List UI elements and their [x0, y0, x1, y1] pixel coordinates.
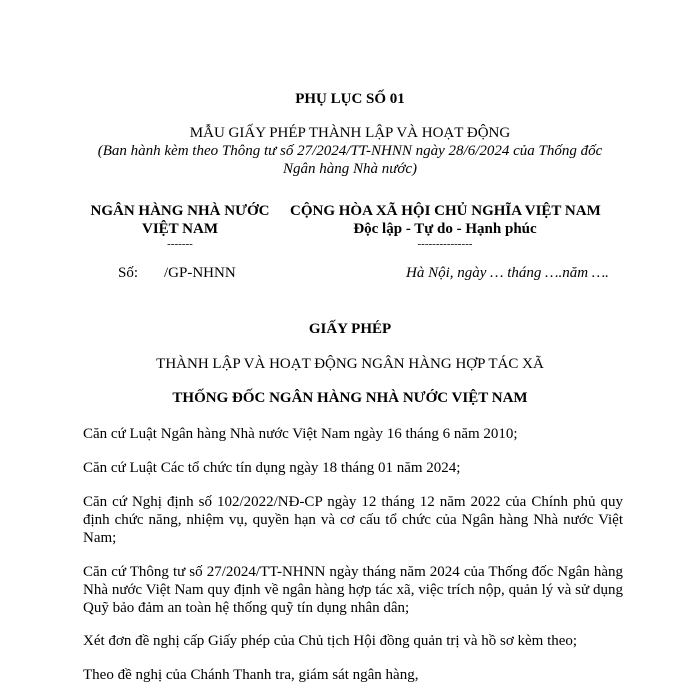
nation-motto: Độc lập - Tự do - Hạnh phúc	[353, 221, 537, 237]
issued-note-line1: (Ban hành kèm theo Thông tư số 27/2024/TT-NHNN ngày 28/6/2024 của Thống đốc	[97, 143, 603, 159]
document-title: GIẤY PHÉP	[308, 321, 392, 337]
issuing-authority: THỐNG ĐỐC NGÂN HÀNG NHÀ NƯỚC VIỆT NAM	[172, 390, 528, 406]
issued-note-line2: Ngân hàng Nhà nước)	[282, 161, 418, 177]
appendix-title: PHỤ LỤC SỐ 01	[295, 91, 405, 107]
form-title: MẪU GIẤY PHÉP THÀNH LẬP VÀ HOẠT ĐỘNG	[189, 125, 511, 141]
paragraph-legal-basis-4: Căn cứ Thông tư số 27/2024/TT-NHNN ngày tháng năm 2024 của Thống đốc Ngân hàng Nhà nước Việt Nam quy định về ngân hàng hợp tác xã, việc trích nộp, quản lý và sử dụng Quỹ bảo đảm an toàn hệ thống quỹ tín dụng nhân dân;	[83, 564, 623, 616]
number-label: Số:	[118, 265, 139, 281]
paragraph-legal-basis-1: Căn cứ Luật Ngân hàng Nhà nước Việt Nam ngày 16 tháng 6 năm 2010;	[83, 426, 518, 442]
org-name-line1: NGÂN HÀNG NHÀ NƯỚC	[90, 203, 270, 219]
place-date: Hà Nội, ngày … tháng ….năm ….	[406, 265, 609, 281]
paragraph-proposal: Theo đề nghị của Chánh Thanh tra, giám sát ngân hàng,	[83, 667, 419, 683]
number-value: /GP-NHNN	[164, 265, 236, 281]
nation-name: CỘNG HÒA XÃ HỘI CHỦ NGHĨA VIỆT NAM	[290, 203, 601, 219]
paragraph-legal-basis-3: Căn cứ Nghị định số 102/2022/NĐ-CP ngày 12 tháng 12 năm 2022 của Chính phủ quy định chức năng, nhiệm vụ, quyền hạn và cơ cấu tổ chức của Ngân hàng Nhà nước Việt Nam;	[83, 494, 623, 546]
document-subtitle: THÀNH LẬP VÀ HOẠT ĐỘNG NGÂN HÀNG HỢP TÁC XÃ	[156, 356, 544, 372]
paragraph-legal-basis-2: Căn cứ Luật Các tổ chức tín dụng ngày 18 tháng 01 năm 2024;	[83, 460, 461, 476]
org-name-line2: VIỆT NAM	[142, 221, 218, 237]
nation-rule: ---------------	[417, 238, 473, 250]
org-rule: -------	[167, 238, 193, 250]
paragraph-application: Xét đơn đề nghị cấp Giấy phép của Chủ tịch Hội đồng quản trị và hồ sơ kèm theo;	[83, 633, 578, 649]
